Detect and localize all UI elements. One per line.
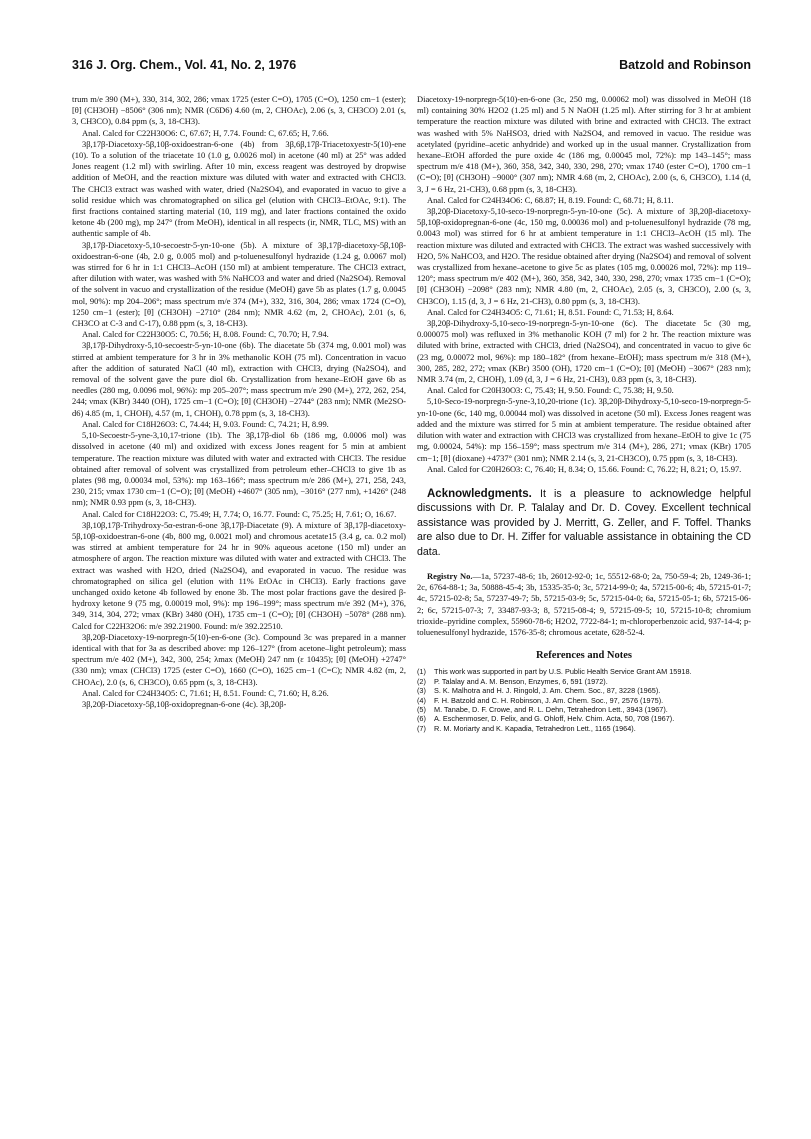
reference-text: P. Talalay and A. M. Benson, Enzymes, 6, 591 (1972). [434,676,608,686]
reference-text: This work was supported in part by U.S. Public Health Service Grant AM 15918. [434,667,692,677]
right-column [417,94,751,733]
acknowledgments-text: It is a pleasure to acknowledge helpful discussions with Dr. P. Talalay and Dr. D. Covey. Excellent technical assistance was provided by J. Merritt, G. Zeller, and F. Toffel. Thanks are also due to Dr. H. Ziffer for valuable assistance in obtaining the CD data. [417,487,751,558]
references-title: References and Notes [535,650,633,662]
registry-numbers [417,571,751,638]
paragraph: Anal. Calcd for C22H30O6: C, 67.67; H, 7.74. Found: C, 67.65; H, 7.66. [82,127,329,138]
paragraph: Anal. Calcd for C20H30O3: C, 75.43; H, 9.50. Found: C, 75.38; H, 9.50. [427,385,674,396]
reference-text: A. Eschenmoser, D. Felix, and G. Ohloff, Helv. Chim. Acta, 50, 708 (1967). [434,714,675,724]
paragraph: 3β,20β-Dihydroxy-5,10-seco-19-norpregn-5-yn-10-one (6c). The diacetate 5c (30 mg, 0.000075 mol) was refluxed in 3% methanolic KOH (7 ml) for 2 hr. The reaction mixture was diluted with brine, extracted with CHCl3, dried (Na2SO4), and concentrated in vacuo to give 6c (23 mg, 0.00072 mol, 96%): mp 180–182° (from hexane–EtOH); mass spectrum m/e 318 (M+), 300, 285, 282, 272; νmax (KBr) 3500 (OH), 1720 cm−1 (C=O); [θ] (MeOH) −3067° (283 nm); NMR 3.74 (m, 2, CHOH), 1.09 (d, 3, J = 6 Hz, 21-CH3), 0.83 ppm (s, 3, 18-CH3). [417,318,751,385]
registry-text: —1a, 57237-48-6; 1b, 26012-92-0; 1c, 55512-68-0; 2a, 750-59-4; 2b, 1249-36-1; 2c, 6764-88-1; 3a, 50888-45-4; 3b, 15335-35-0; 3c, 57214-99-0; 4a, 57215-00-6; 4b, 57215-01-7; 4c, 57215-02-8; 5a, 57237-49-7; 5b, 57215-03-9; 5c, 57215-04-0; 6a, 57215-05-1; 6b, 57215-06-2; 6c, 57215-07-3; 7, 33487-93-3; 8, 57215-08-4; 9, 57215-09-5; 10, 57215-10-8; chromium trioxide–pyridine complex, 55960-78-6; H2O2, 7722-84-1; m-chloroperbenzoic acid, 937-14-4; p-toluenesulfonyl hydrazide, 1576-35-8; chromous acetate, 628-52-4. [417,570,751,637]
paragraph: 3β,17β-Diacetoxy-5,10-secoestr-5-yn-10-one (5b). A mixture of 3β,17β-diacetoxy-5β,10β-oxidoestran-6-one (4b, 2.0 g, 0.005 mol) and p-toluenesulfonyl hydrazide (1.24 g, 0.0067 mol) was stirred for 6 hr in 1:1 CHCl3–AcOH (150 ml) at ambient temperature. The CHCl3 extract, after dilution with water, was washed with 5% NaHCO3 and water and dried (Na2SO4). Removal of the solvent in vacuo and crystallization of the residue (MeOH) gave 5b as plates (1.7 g, 0.0045 mol, 90%): mp 204–206°; mass spectrum m/e 374 (M+), 332, 316, 304, 286; νmax 1724 (C=O), 1250 cm−1 (ester); [θ] (CH3OH) −2710° (284 nm); NMR 4.62 (m, 2, CHOAc), 2.01 (s, 6, CH3CO at C-3 and C-17), 0.88 ppm (s, 3, 18-CH3). [72,239,406,329]
paragraph: trum m/e 390 (M+), 330, 314, 302, 286; νmax 1725 (ester C=O), 1705 (C=O), 1250 cm−1 (ester); [θ] (CH3OH) −8506° (306 nm); NMR (C6D6) 4.60 (m, 2, CHOAc), 2.06 (s, 3, CH3CO) 2.01 (s, 3, CH3CO), 0.84 ppm (s, 3, 18-CH3). [72,94,406,127]
reference-text: R. M. Moriarty and K. Kapadia, Tetrahedron Lett., 1165 (1964). [434,723,636,733]
paragraph: Anal. Calcd for C22H30O5: C, 70.56; H, 8.08. Found: C, 70.70; H, 7.94. [82,329,329,340]
acknowledgments-heading: Acknowledgments. [427,487,532,500]
reference-text: M. Tanabe, D. F. Crowe, and R. L. Dehn, Tetrahedron Lett., 3943 (1967). [434,704,668,714]
paragraph: Diacetoxy-19-norpregn-5(10)-en-6-one (3c, 250 mg, 0.00062 mol) was dissolved in MeOH (18 ml) containing 30% H2O2 (1.25 ml) and 5 N NaOH (1.25 ml). After stirring for 3 hr at ambient temperature the reaction mixture was diluted with brine and extracted with CHCl3. The extract was washed with 5% NaHSO3, dried with Na2SO4, and removed in vacuo. The residue was acetylated (pyridine–acetic anhydride) and worked up in the usual manner. Crystallization from hexane–EtOH afforded the pure oxide 4c (186 mg, 0.00045 mol, 72%): mp 143–145°; mass spectrum m/e 418 (M+), 360, 358, 342, 340, 330, 298, 270; νmax 1740 (ester C=O), 1700 cm−1 (C=O); [θ] (CH3OH) −9000° (307 nm); NMR 4.68 (m, 2, CHOAc), 2.00 (s, 6, CH3CO), 1.14 (d, 3, J = 6 Hz, 21-CH3), 0.68 ppm (s, 3, 18-CH3). [417,94,751,194]
reference-item [417,667,751,676]
left-column [72,94,406,710]
paragraph: Anal. Calcd for C18H22O3: C, 75.49; H, 7.74; O, 16.77. Found: C, 75.25; H, 7.61; O, 16.67. [82,508,397,519]
paragraph: Anal. Calcd for C24H34O6: C, 68.87; H, 8.19. Found: C, 68.71; H, 8.11. [427,194,674,205]
reference-item [417,724,751,733]
paragraph: 3β,20β-Diacetoxy-19-norpregn-5(10)-en-6-one (3c). Compound 3c was prepared in a manner identical with that for 3a as described above: mp 126–127° (from acetone–light petroleum); mass spectrum m/e 402 (M+), 342, 300, 254; λmax (MeOH) 247 nm (ε 10435); [θ] (MeOH) +2747° (330 nm); νmax (CHCl3) 1725 (ester C=O), 1660 (C=O), 1625 cm−1 (C=C); NMR 4.82 (m, 2, CHOAc), 2.0 (s, 6, CH3CO), 0.65 ppm (s, 3, 18-CH3). [72,631,406,687]
reference-number: (5) [417,704,426,714]
reference-number: (7) [417,723,426,733]
acknowledgments [417,487,751,559]
reference-number: (6) [417,714,426,724]
reference-item [417,686,751,695]
reference-number: (4) [417,695,426,705]
paragraph: 3β,17β-Diacetoxy-5β,10β-oxidoestran-6-one (4b) from 3β,6β,17β-Triacetoxyestr-5(10)-ene (10). To a solution of the triacetate 10 (1.0 g, 0.0026 mol) in acetone (40 ml) at 25° was added Jones reagent (1.2 ml) with swirling. After 10 min, excess reagent was destroyed by dropwise addition of MeOH, and the reaction mixture was diluted with water and extracted with CHCl3. The CHCl3 extract was washed with water, dried (Na2SO4), and evaporated in vacuo to give a solid residue which was chromatographed on silica gel (elution with CHCl3–EtOAc, 9:1). The first fractions contained starting material (10, 119 mg), and later fractions contained the oxido ketone 4b (200 mg), mp 247° (from MeOH), identical in all respects (ir, NMR, TLC, MS) with an authentic sample of 4b. [72,138,406,239]
paragraph: Anal. Calcd for C24H34O5: C, 71.61; H, 8.51. Found: C, 71.60; H, 8.26. [82,687,329,698]
paragraph: Anal. Calcd for C24H34O5: C, 71.61; H, 8.51. Found: C, 71.53; H, 8.64. [427,306,674,317]
header-authors: Batzold and Robinson [619,58,751,72]
paragraph: 3β,20β-Diacetoxy-5β,10β-oxidopregnan-6-one (4c). 3β,20β- [82,698,287,709]
paragraph: 5,10-Secoestr-5-yne-3,10,17-trione (1b). The 3β,17β-diol 6b (186 mg, 0.0006 mol) was dissolved in acetone (40 ml) and oxidized with excess Jones reagent for 5 min at ambient temperature. The reaction mixture was diluted with water and extracted with CHCl3. The residue obtained after removal of solvent was crystallized from petroleum ether–CHCl3 to give 1b as plates (98 mg, 0.00034 mol, 53%): mp 163–166°; mass spectrum m/e 286 (M+), 271, 258, 243, 230, 215; νmax 1730 cm−1 (C=O); [θ] (MeOH) +4607° (305 nm), −3016° (277 nm), +1426° (248 nm); NMR 0.93 ppm (s, 3, 18-CH3). [72,430,406,508]
paragraph: 3β,17β-Dihydroxy-5,10-secoestr-5-yn-10-one (6b). The diacetate 5b (374 mg, 0.001 mol) was stirred at ambient temperature for 3 hr in 3% methanolic KOH (75 ml). Concentration in vacuo after the addition of saturated NaCl (40 ml), extraction with CHCl3, drying (Na2SO4), and removal of the solvent gave the pure diol 6b. Crystallization from hexane–EtOH gave 6b as needles (280 mg, 0.0096 mol, 96%): mp 205–207°; mass spectrum m/e 290 (M+), 272, 262, 254, 244; νmax (KBr) 3440 (OH), 1725 cm−1 (C=O); [θ] (CH3OH) −2744° (283 nm); NMR (Me2SO-d6) 4.85 (m, 1, CHOH), 4.57 (m, 1, CHOH), 0.78 ppm (s, 3, 18-CH3). [72,340,406,418]
header-journal-citation: 316 J. Org. Chem., Vol. 41, No. 2, 1976 [72,58,297,72]
reference-number: (3) [417,686,426,696]
running-header [72,58,751,78]
paragraph: 3β,10β,17β-Trihydroxy-5α-estran-6-one 3β,17β-Diacetate (9). A mixture of 3β,17β-diacetoxy-5β,10β-oxidoestran-6-one (4b, 800 mg, 0.0021 mol) and chromous acetate15 (3.4 g, ca. 0.2 mol) was stirred at ambient temperature for 24 hr in 90% aqueous acetone (150 ml) under an atmosphere of argon. The reaction mixture was diluted with water and extracted with CHCl3. The extract was washed with H2O, dried (Na2SO4), and evaporated in vacuo. The residue was chromatographed on silica gel (elution with 11% EtOAc in CHCl3). Early fractions gave unchanged oxido ketone 4b followed by enone 3b. The most polar fractions gave the desired β-hydroxy ketone 9 (75 mg, 0.00019 mol, 9%): mp 196–199°; mass spectrum m/e 392 (M+), 376, 349, 314, 304, 272; νmax (KBr) 3480 (OH), 1735 cm−1 (C=O); [θ] (CH3OH) −5078° (288 nm). Calcd for C22H32O6: m/e 392.21900. Found: m/e 392.22510. [72,519,406,631]
paragraph: 5,10-Seco-19-norpregn-5-yne-3,10,20-trione (1c). 3β,20β-Dihydroxy-5,10-seco-19-norpregn-5-yn-10-one (6c, 140 mg, 0.00044 mol) was dissolved in acetone (50 ml). Excess Jones reagent was added and the mixture was stirred for 5 min at ambient temperature. The residue obtained after dilution with water and extraction with CHCl3 was crystallized from hexane–EtOH to give 1c (75 mg, 0.00024, 54%): mp 156–159°; mass spectrum m/e 314 (M+), 286, 271; νmax (KBr) 1705 cm−1; [θ] (dioxane) +4737° (301 nm); NMR 2.14 (s, 3, 21-CH3CO), 0.75 ppm (s, 3, 18-CH3). [417,396,751,463]
reference-item [417,705,751,714]
reference-number: (2) [417,676,426,686]
paragraph: Anal. Calcd for C18H26O3: C, 74.44; H, 9.03. Found: C, 74.21; H, 8.99. [82,418,329,429]
reference-text: F. H. Batzold and C. H. Robinson, J. Am. Chem. Soc., 97, 2576 (1975). [434,695,664,705]
reference-item [417,714,751,723]
paragraph: 3β,20β-Diacetoxy-5,10-seco-19-norpregn-5-yn-10-one (5c). A mixture of 3β,20β-diacetoxy-5β,10β-oxidopregnan-6-one (4c, 150 mg, 0.00036 mol) and p-toluenesulfonyl hydrazide (78 mg, 0.0043 mol) was stirred for 6 hr at ambient temperature in 1:1 CHCl3–AcOH (15 ml). The reaction mixture was diluted and extracted with CHCl3. The extract was washed successively with H2O, 5% NaHCO3, and H2O. The residue obtained after drying (Na2SO4) and removal of solvent was crystallized from hexane–acetone to give 5c as plates (105 mg, 0.00026 mol, 72%): mp 119–120°; mass spectrum m/e 402 (M+), 360, 358, 342, 340, 330, 298, 270; νmax 1735 cm−1 (C=O); [θ] (CH3OH) −2098° (283 nm); NMR 4.80 (m, 2, CHOAc), 2.05 (s, 3, CH3CO), 2.00 (s, 3, CH3CO), 1.15 (d, 3, J = 6 Hz, 21-CH3), 0.80 ppm (s, 3, 18-CH3). [417,206,751,306]
references-list [417,667,751,733]
paragraph: Anal. Calcd for C20H26O3: C, 76.40; H, 8.34; O, 15.66. Found: C, 76.22; H, 8.21; O, 15.97. [427,463,742,474]
registry-heading: Registry No. [427,570,473,581]
reference-number: (1) [417,667,426,677]
reference-item [417,696,751,705]
reference-text: S. K. Malhotra and H. J. Ringold, J. Am. Chem. Soc., 87, 3228 (1965). [434,686,661,696]
reference-item [417,677,751,686]
